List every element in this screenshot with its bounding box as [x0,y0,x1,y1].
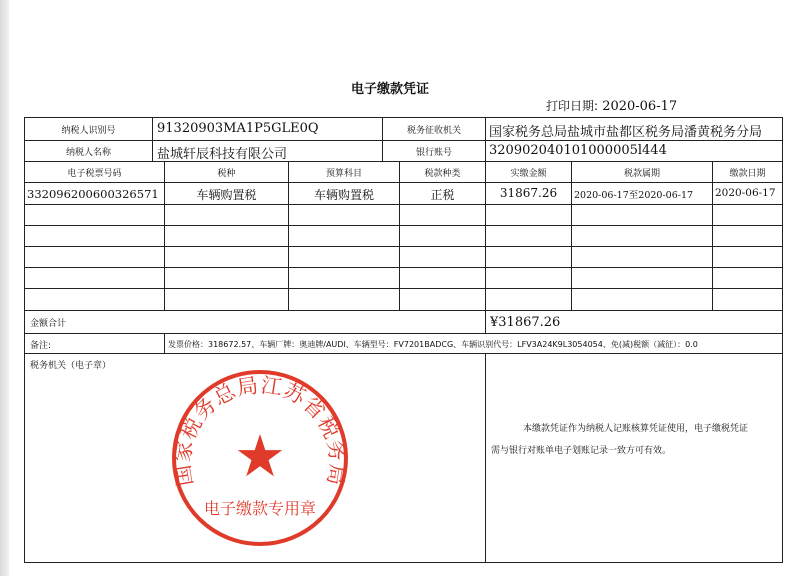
taxpayer-name-label: 纳税人名称 [65,148,111,158]
cell-payment-date: 2020-06-17 [715,187,776,199]
cell-period: 2020-06-17至2020-06-17 [574,190,694,201]
total-value: ¥31867.26 [490,315,561,330]
authority-value: 国家税务总局盐城市盐都区税务局潘黄税务分局 [489,125,763,140]
cell-amount: 31867.26 [499,186,558,200]
remark-text: 发票价格：318672.57、车辆厂牌：奥迪牌/AUDI、车辆型号：FV7201BADCG、车辆识别代号：LFV3A24K9L3054054、免(减)税额（减征）：0.0 [168,340,698,349]
col-header-ticket-no: 电子税票号码 [67,169,122,179]
seal-bottom-text: 电子缴款专用章 [203,499,317,518]
seal-star-icon: ★ [234,422,286,490]
bank-account-label: 银行账号 [415,148,452,158]
remark-label: 备注: [30,341,52,351]
viewer-left-edge [0,0,9,576]
col-header-period: 税款属期 [623,169,660,179]
print-date [546,97,677,114]
col-header-budget-item: 预算科目 [325,169,362,179]
taxpayer-id-value: 91320903MA1P5GLE0Q [157,121,319,136]
col-header-payment-date: 缴款日期 [729,169,766,179]
seal-top-text: 国家税务总局江苏省税务局 [170,373,350,488]
authority-label: 税务征收机关 [406,126,461,136]
cell-payment-kind: 正税 [430,188,455,202]
print-date-value: 2020-06-17 [602,99,678,114]
print-date-label: 打印日期: [546,99,599,113]
cell-tax-type: 车辆购置税 [196,188,257,202]
official-seal [170,368,350,548]
col-header-amount: 实缴金额 [510,169,547,179]
stamp-area-label: 税务机关（电子章） [30,361,112,371]
col-header-payment-kind: 税款种类 [424,169,461,179]
col-header-tax-type: 税种 [217,169,236,179]
taxpayer-name-value: 盐城轩辰科技有限公司 [157,147,288,162]
note-line-2: 需与银行对账单电子划账记录一致方可有效。 [491,446,672,456]
document-title: 电子缴款凭证 [350,82,429,97]
cell-ticket-no: 332096200600326571 [27,187,159,201]
cell-budget-item: 车辆购置税 [313,188,374,202]
total-label: 金额合计 [30,319,67,329]
taxpayer-id-label: 纳税人识别号 [61,126,116,136]
bank-account-value: 320902040101000005l444 [489,143,667,158]
note-line-1: 本缴款凭证作为纳税人记账核算凭证使用，电子缴税凭证 [523,424,749,434]
